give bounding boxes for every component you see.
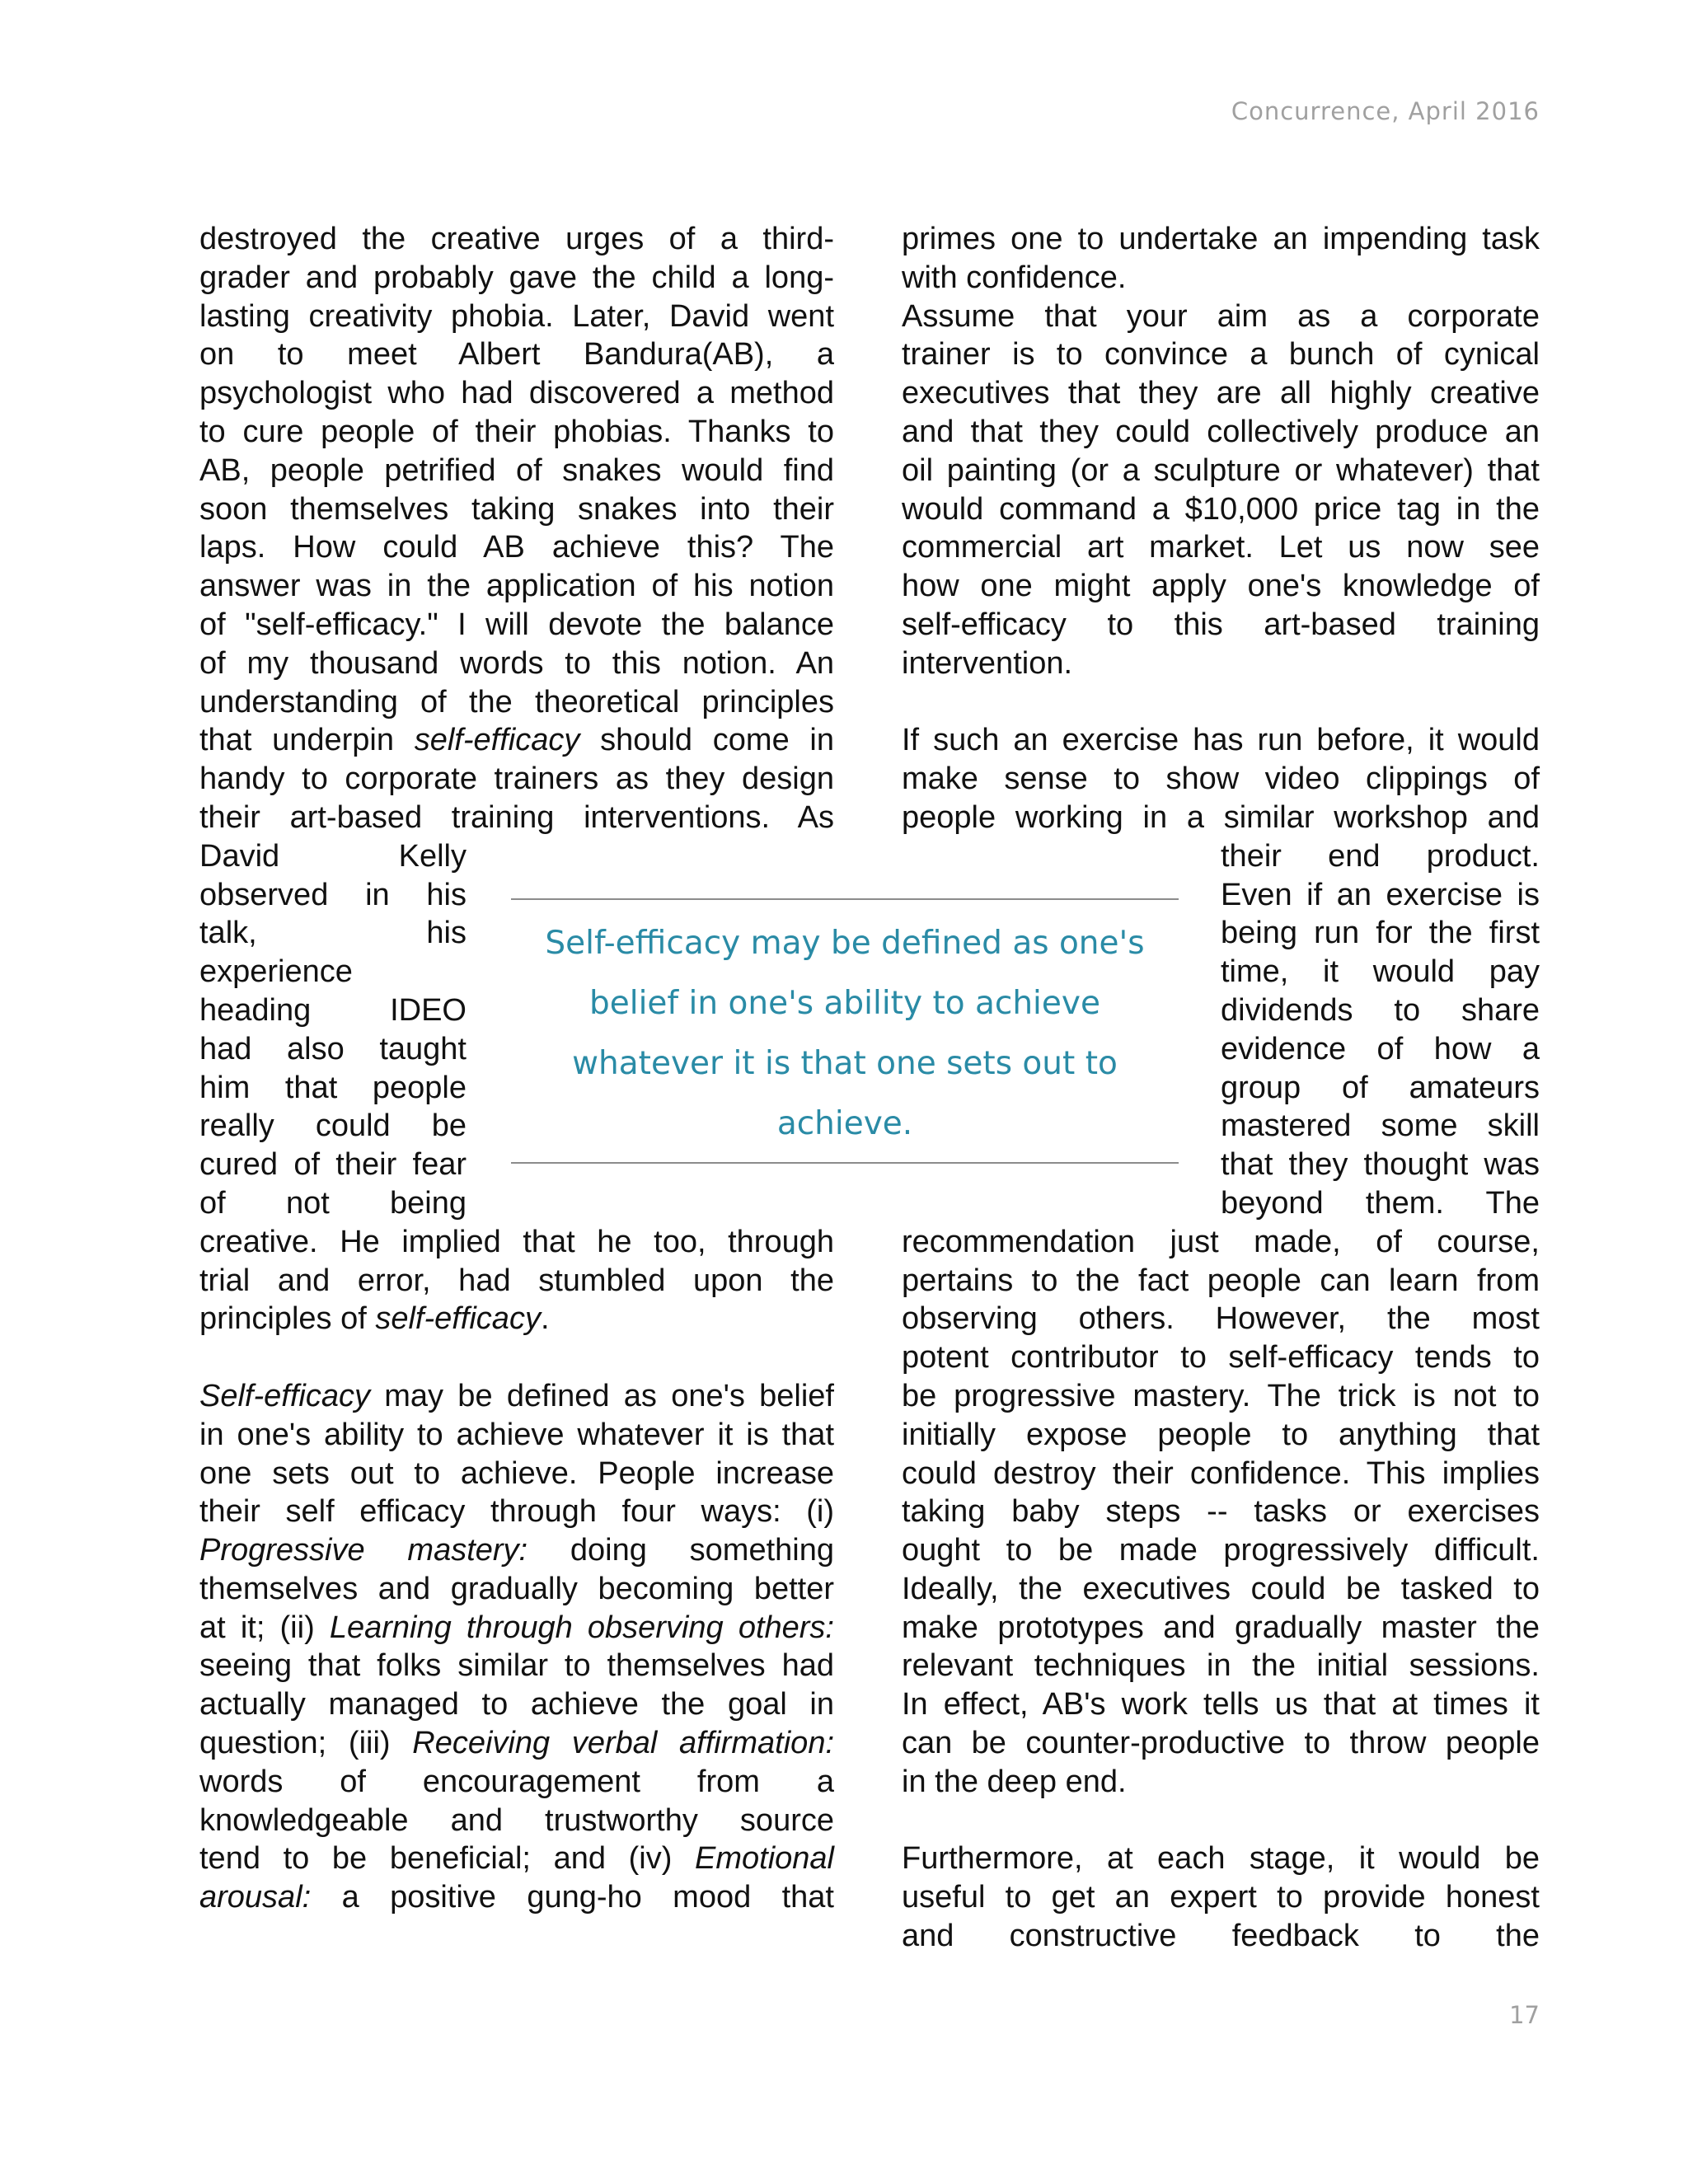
body-line: heading IDEO: [199, 992, 467, 1028]
body-line: make prototypes and gradually master the: [902, 1610, 1540, 1645]
body-line: how one might apply one's knowledge of: [902, 569, 1540, 604]
body-line: grader and probably gave the child a long-: [199, 260, 834, 295]
text-run: should come in: [579, 723, 834, 758]
pull-quote-text: Self-efficacy may be defined as one's belief in one's ability to achieve whatever it is that one sets out to achieve.: [545, 925, 1145, 1142]
body-line: trainer is to convince a bunch of cynical: [902, 337, 1540, 373]
body-line: initially expose people to anything that: [902, 1417, 1540, 1452]
text-run: at it; (ii): [199, 1610, 330, 1645]
italic-term: self-efficacy: [414, 723, 580, 758]
italic-term: self-efficacy: [375, 1301, 541, 1337]
body-line: self-efficacy to this art-based training: [902, 607, 1540, 642]
body-line: soon themselves taking snakes into their: [199, 491, 834, 527]
italic-term: Progressive mastery:: [199, 1533, 528, 1568]
body-line: Furthermore, at each stage, it would be: [902, 1841, 1540, 1877]
body-line: [199, 1531, 834, 1570]
body-line: [199, 721, 834, 760]
body-line: recommendation just made, of course,: [902, 1224, 1540, 1259]
body-line: in the deep end.: [902, 1764, 1127, 1799]
body-line: words of encouragement from a: [199, 1764, 834, 1799]
text-run: a positive gung-ho mood that: [311, 1880, 834, 1915]
text-run: question; (iii): [199, 1726, 413, 1761]
body-line: oil painting (or a sculpture or whatever) that: [902, 452, 1540, 488]
italic-term: Receiving verbal affirmation:: [412, 1726, 835, 1761]
body-line: to cure people of their phobias. Thanks to: [199, 414, 834, 449]
paragraph-gap: [902, 683, 1540, 722]
body-line: [199, 1724, 834, 1763]
body-line: in one's ability to achieve whatever it is that: [199, 1417, 834, 1452]
text-run: may be defined as one's belief: [369, 1378, 834, 1413]
text-run: that underpin: [199, 723, 415, 758]
body-line: being run for the first: [1221, 916, 1540, 951]
body-line: psychologist who had discovered a method: [199, 376, 834, 411]
body-line: on to meet Albert Bandura(AB), a: [199, 337, 834, 373]
body-line: Assume that your aim as a corporate: [902, 298, 1540, 334]
body-line: [199, 1300, 834, 1338]
body-line: relevant techniques in the initial sessions.: [902, 1648, 1540, 1684]
body-line: In effect, AB's work tells us that at times it: [902, 1687, 1540, 1722]
body-line: of "self-efficacy." I will devote the balance: [199, 607, 834, 642]
body-line: executives that they are all highly creative: [902, 376, 1540, 411]
paragraph-gap: [199, 1338, 834, 1377]
body-line: [199, 1377, 834, 1416]
page-number: 17: [1509, 2001, 1540, 2029]
body-line: really could be: [199, 1108, 467, 1144]
body-line: understanding of the theoretical principles: [199, 684, 834, 719]
body-line: actually managed to achieve the goal in: [199, 1687, 834, 1722]
body-line: make sense to show video clippings of: [902, 762, 1540, 797]
body-line: could destroy their confidence. This implies: [902, 1455, 1540, 1491]
text-run: doing something: [528, 1533, 834, 1568]
body-line: laps. How could AB achieve this? The: [199, 530, 834, 565]
wrap-around-quote: [1221, 837, 1540, 1223]
body-line: and that they could collectively produce an: [902, 414, 1540, 449]
italic-term: arousal:: [199, 1880, 312, 1915]
body-line: knowledgeable and trustworthy source: [199, 1802, 834, 1838]
body-line: observing others. However, the most: [902, 1301, 1540, 1337]
body-line: cured of their fear: [199, 1147, 467, 1183]
body-line: evidence of how a: [1221, 1031, 1540, 1066]
body-line: Ideally, the executives could be tasked to: [902, 1571, 1540, 1606]
body-line: their self efficacy through four ways: (i): [199, 1494, 834, 1530]
body-line: trial and error, had stumbled upon the: [199, 1263, 834, 1298]
paragraph-gap: [902, 1802, 1540, 1840]
body-line: destroyed the creative urges of a third-: [199, 222, 834, 256]
italic-term: Emotional: [695, 1841, 834, 1877]
body-line: intervention.: [902, 645, 1073, 681]
body-line: taking baby steps -- tasks or exercises: [902, 1494, 1540, 1530]
body-line: their end product.: [1221, 838, 1540, 874]
body-line: handy to corporate trainers as they design: [199, 762, 834, 797]
body-line: commercial art market. Let us now see: [902, 530, 1540, 565]
text-run: .: [540, 1301, 550, 1337]
wrap-around-quote: [199, 837, 467, 1223]
body-line: creative. He implied that he too, through: [199, 1224, 834, 1259]
body-line: pertains to the fact people can learn from: [902, 1263, 1540, 1298]
body-line: be progressive mastery. The trick is not to: [902, 1378, 1540, 1413]
body-line: experience: [199, 954, 353, 990]
pull-quote-bottom-rule: [511, 1162, 1179, 1164]
text-run: principles of: [199, 1301, 376, 1337]
body-line: with confidence.: [902, 260, 1127, 295]
text-run: tend to be beneficial; and (iv): [199, 1841, 696, 1877]
body-line: mastered some skill: [1221, 1108, 1540, 1144]
body-line: time, it would pay: [1221, 954, 1540, 990]
body-line: potent contributor to self-efficacy tends to: [902, 1340, 1540, 1376]
body-line: [199, 1840, 834, 1878]
body-line: talk, his: [199, 916, 467, 951]
pull-quote: [511, 898, 1179, 1164]
body-line: their art-based training interventions. As: [199, 799, 834, 835]
body-line: themselves and gradually becoming better: [199, 1571, 834, 1606]
body-line: one sets out to achieve. People increase: [199, 1455, 834, 1491]
body-line: would command a $10,000 price tag in the: [902, 491, 1540, 527]
body-line: AB, people petrified of snakes would find: [199, 452, 834, 488]
body-line: of my thousand words to this notion. An: [199, 645, 834, 681]
body-line: him that people: [199, 1070, 467, 1105]
body-line: Even if an exercise is: [1221, 877, 1540, 912]
body-line: lasting creativity phobia. Later, David went: [199, 298, 834, 334]
body-line: can be counter-productive to throw people: [902, 1726, 1540, 1761]
body-line: group of amateurs: [1221, 1070, 1540, 1105]
body-line: If such an exercise has run before, it would: [902, 723, 1540, 758]
body-line: [199, 1878, 834, 1917]
body-line: seeing that folks similar to themselves had: [199, 1648, 834, 1684]
body-line: useful to get an expert to provide honest: [902, 1880, 1540, 1915]
body-line: beyond them. The: [1221, 1185, 1540, 1221]
body-line: observed in his: [199, 877, 467, 912]
body-line: that they thought was: [1221, 1147, 1540, 1183]
body-line: and constructive feedback to the: [902, 1919, 1540, 1954]
body-line: [199, 1609, 834, 1647]
body-line: primes one to undertake an impending task: [902, 222, 1540, 256]
body-line: had also taught: [199, 1031, 467, 1066]
body-line: of not being: [199, 1185, 467, 1221]
body-line: David Kelly: [199, 838, 467, 874]
body-line: people working in a similar workshop and: [902, 799, 1540, 835]
body-line: answer was in the application of his notion: [199, 569, 834, 604]
publication-header: Concurrence, April 2016: [1231, 97, 1540, 125]
body-line: dividends to share: [1221, 992, 1540, 1028]
body-line: ought to be made progressively difficult.: [902, 1533, 1540, 1568]
italic-term: Learning through observing others:: [329, 1610, 834, 1645]
italic-term: Self-efficacy: [199, 1378, 370, 1413]
